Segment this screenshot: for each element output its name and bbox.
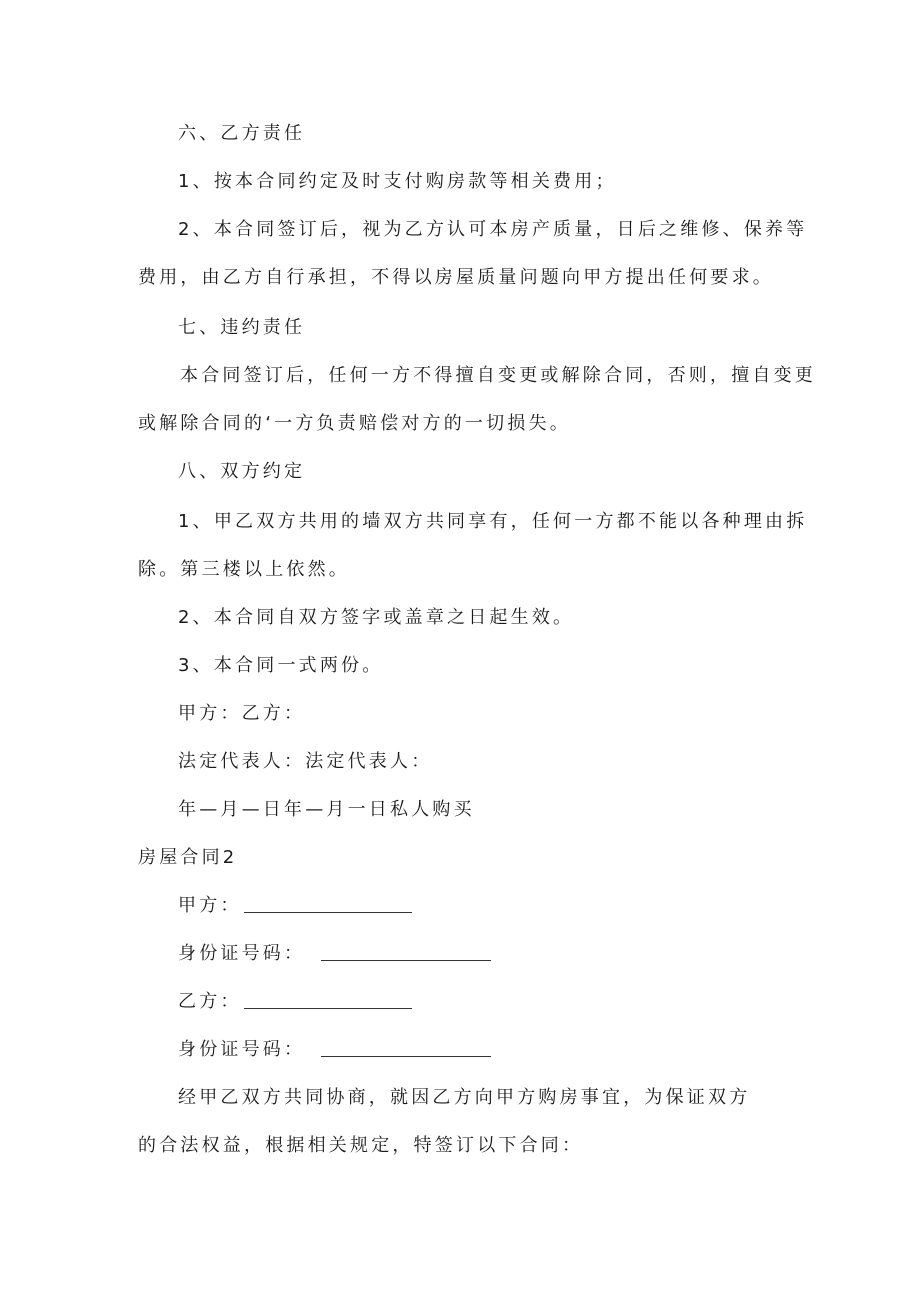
signature-parties: 甲方：乙方： — [178, 703, 306, 724]
party-b-row — [178, 990, 412, 1014]
contract-2-title: 房屋合同2 — [138, 847, 238, 868]
party-b-id-blank-field[interactable] — [321, 1040, 491, 1057]
section-8-item-3: 3、本合同一式两份。 — [178, 655, 384, 676]
section-6-item-1: 1、按本合同约定及时支付购房款等相关费用； — [178, 171, 617, 192]
party-b-id-label: 身份证号码： — [178, 1039, 306, 1060]
intro-line-1: 经甲乙双方共同协商，就因乙方向甲方购房事宜，为保证双方 — [178, 1087, 751, 1108]
section-8-item-1-line-2: 除。第三楼以上依然。 — [138, 559, 350, 580]
party-a-blank-field[interactable] — [244, 896, 412, 913]
party-b-label: 乙方： — [178, 991, 242, 1012]
section-6-item-2-line-2: 费用，由乙方自行承担，不得以房屋质量问题向甲方提出任何要求。 — [138, 267, 774, 288]
party-a-label: 甲方： — [178, 895, 242, 916]
section-6-item-2-line-1: 2、本合同签订后，视为乙方认可本房产质量，日后之维修、保养等 — [178, 219, 808, 240]
section-7-paragraph-line-2: 或解除合同的‘一方负责赔偿对方的一切损失。 — [138, 413, 571, 434]
section-6-heading: 六、乙方责任 — [178, 123, 306, 144]
party-a-row — [178, 894, 412, 918]
intro-line-2: 的合法权益，根据相关规定，特签订以下合同： — [138, 1135, 584, 1156]
signature-representatives: 法定代表人：法定代表人： — [178, 751, 433, 772]
party-a-id-row — [178, 942, 491, 966]
section-8-item-2: 2、本合同自双方签字或盖章之日起生效。 — [178, 607, 575, 628]
section-7-heading: 七、违约责任 — [178, 317, 306, 338]
signature-date-line: 年—月—日年—月一日私人购买 — [178, 799, 475, 820]
section-8-heading: 八、双方约定 — [178, 461, 306, 482]
party-a-id-blank-field[interactable] — [321, 944, 491, 961]
party-b-id-row — [178, 1038, 491, 1062]
section-8-item-1-line-1: 1、甲乙双方共用的墙双方共同享有，任何一方都不能以各种理由拆 — [178, 511, 808, 532]
section-7-paragraph-line-1: 本合同签订后，任何一方不得擅自变更或解除合同，否则，擅自变更 — [180, 365, 816, 386]
party-b-blank-field[interactable] — [244, 992, 412, 1009]
party-a-id-label: 身份证号码： — [178, 943, 306, 964]
